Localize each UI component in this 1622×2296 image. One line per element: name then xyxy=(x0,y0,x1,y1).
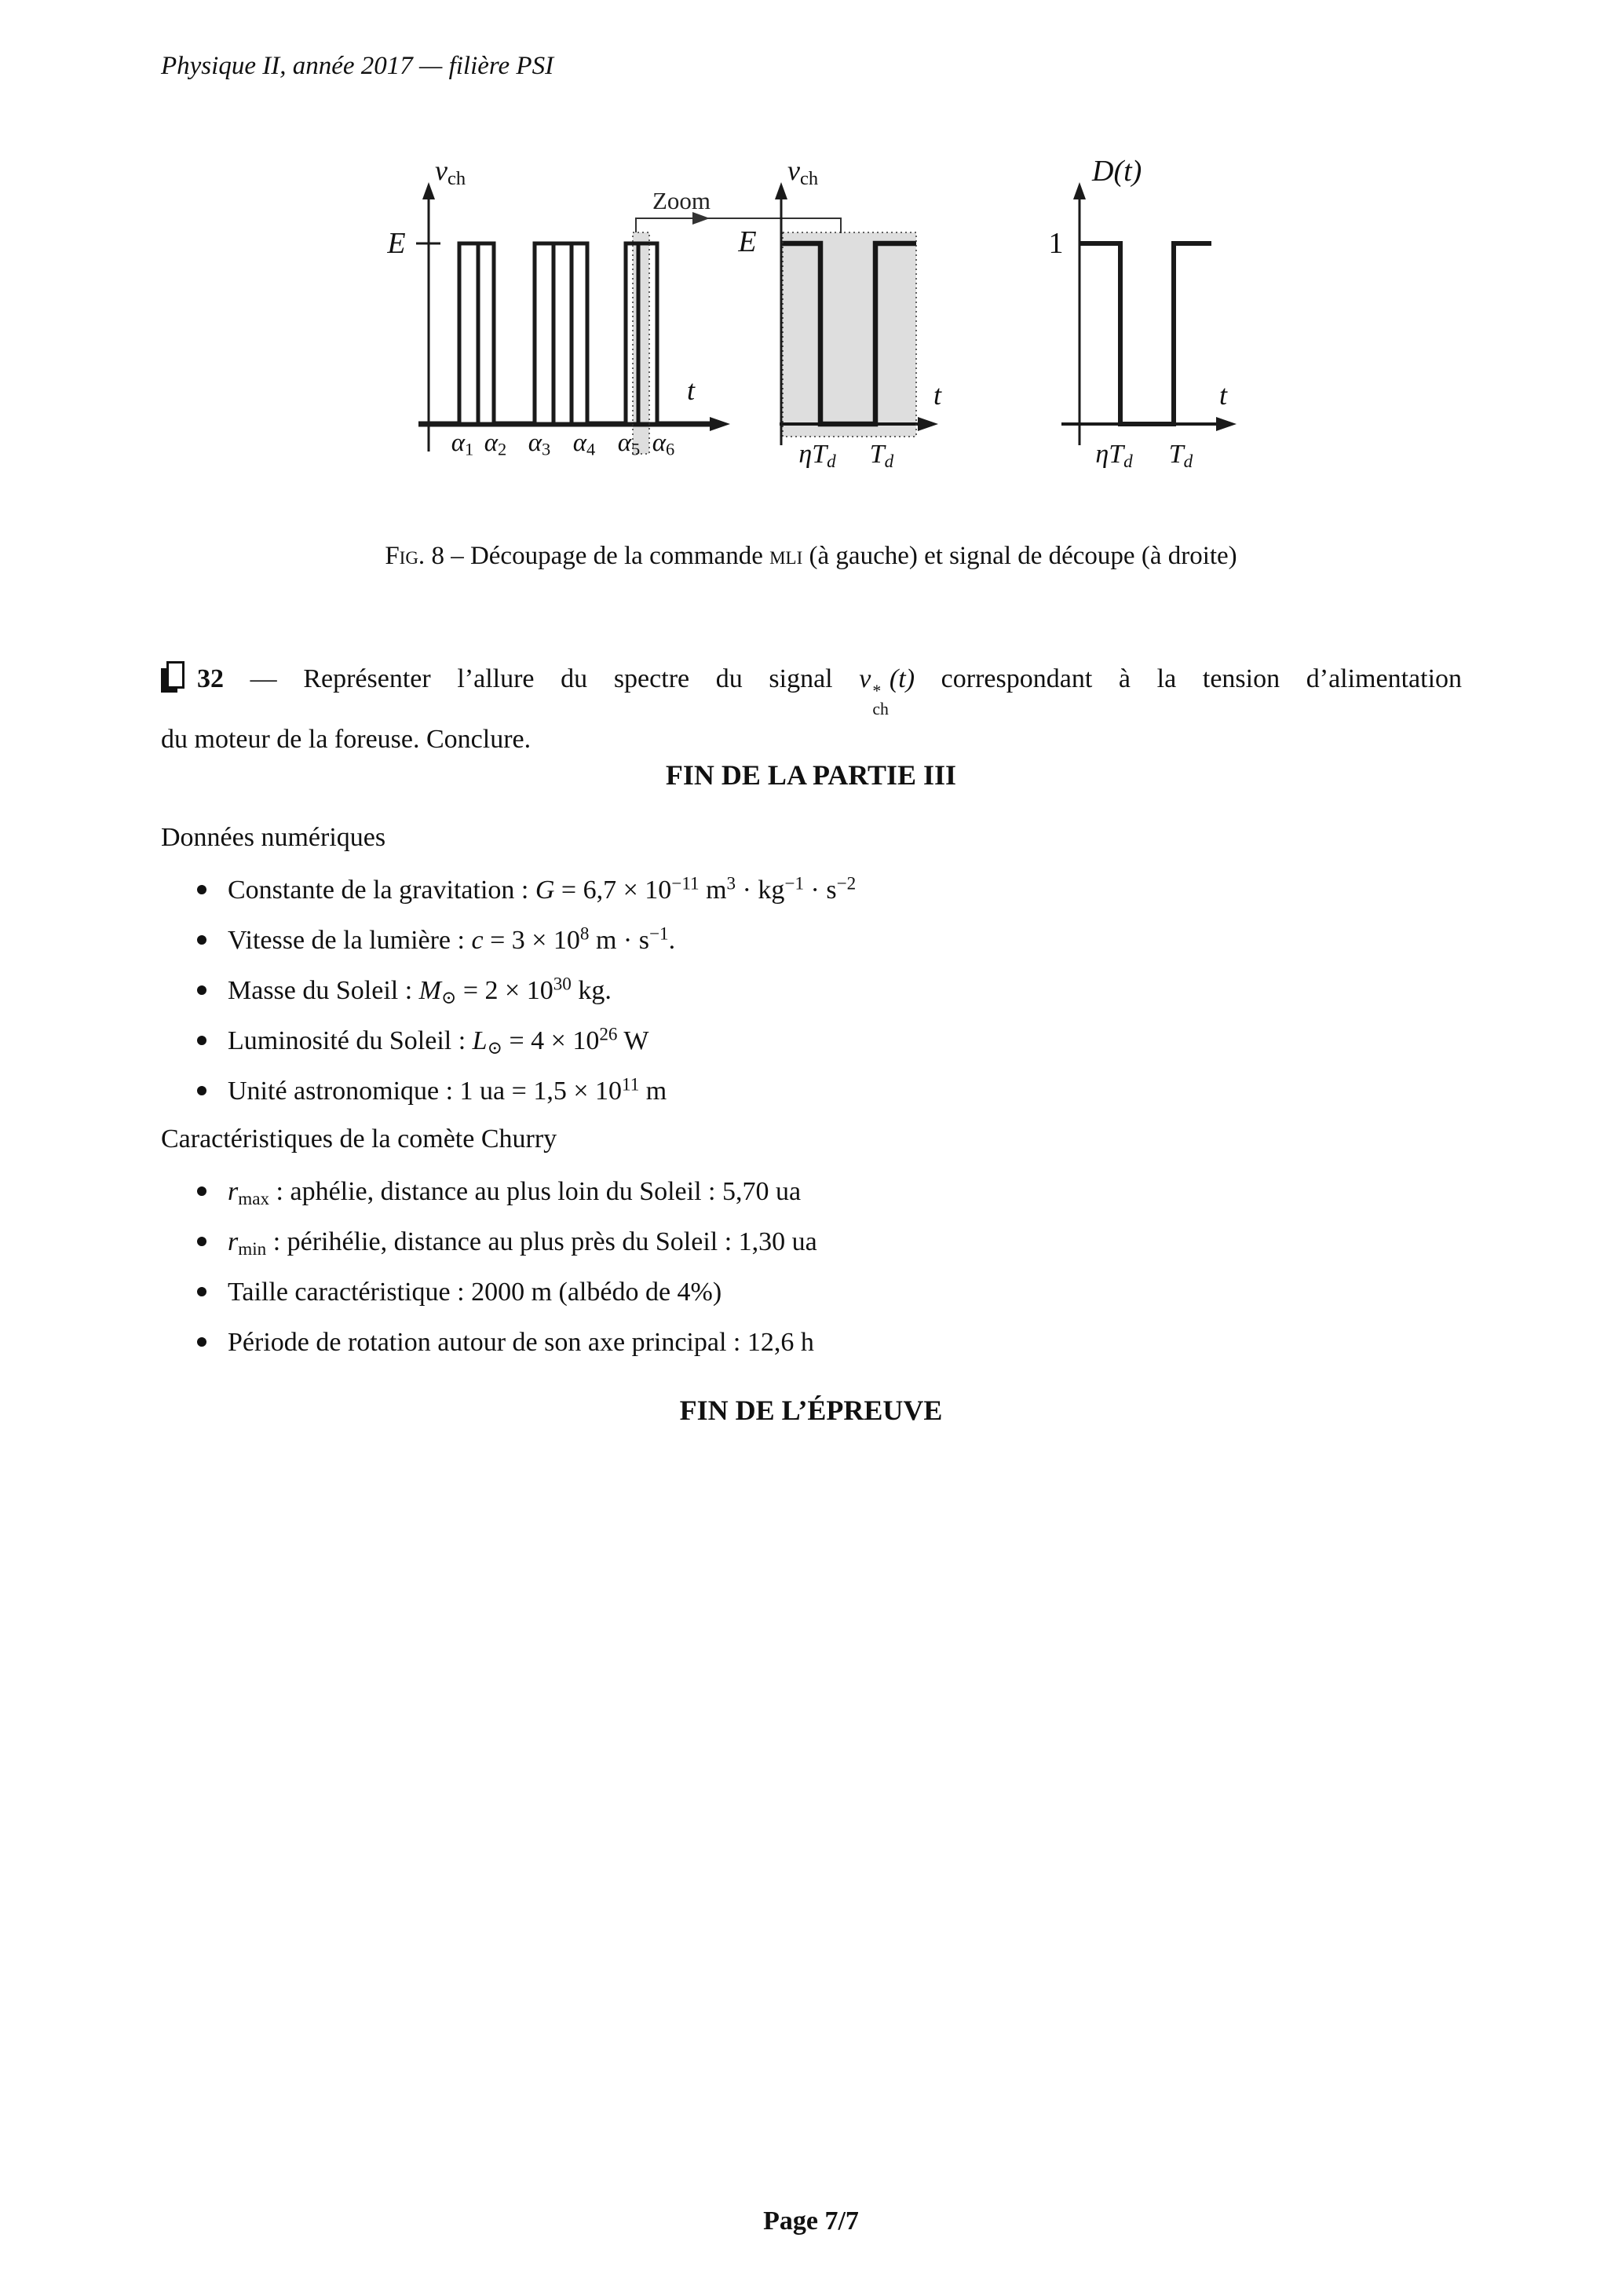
left-e-level-label: E xyxy=(387,227,406,260)
end-of-part-heading: FIN DE LA PARTIE III xyxy=(665,759,957,791)
right-diagram xyxy=(1061,182,1237,445)
question-32-line-2: du moteur de la foreuse. Conclure. xyxy=(161,724,532,754)
list-item-text: Unité astronomique : 1 ua = $1,5 \times 10^{11}$ m xyxy=(228,1074,667,1106)
page-footer: Page 7/7 xyxy=(763,2206,859,2236)
list-item xyxy=(161,1225,1511,1260)
alpha-label-5: $\alpha_5$ xyxy=(617,429,641,459)
bullet-icon xyxy=(197,1237,206,1246)
list-item-text: $r_{min}$ : périhélie, distance au plus près du Soleil : 1,30 ua xyxy=(228,1227,817,1260)
list-item-text: Constante de la gravitation : $G = 6,7 \times 10^{-11}$ $m^3 \cdot kg^{-1} \cdot s^{-2}$ xyxy=(228,873,857,905)
list-item xyxy=(161,1024,1511,1058)
middle-y-axis-label: $v_{ch}$ xyxy=(787,155,819,190)
list-item-text: Masse du Soleil : $M_⊙ = 2 \times 10^{30}$ kg. xyxy=(228,974,612,1008)
numerical-data-list xyxy=(161,873,1511,1109)
list-item-text: Taille caractéristique : 2000 m (albédo de 4%) xyxy=(228,1278,722,1307)
alpha-label-6: $\alpha_6$ xyxy=(652,429,675,459)
middle-v-axis-arrow-icon xyxy=(775,182,787,199)
question-checkbox-icon xyxy=(161,661,184,693)
bullet-icon xyxy=(197,1036,206,1045)
bullet-icon xyxy=(197,1287,206,1296)
bullet-icon xyxy=(197,1186,206,1196)
middle-diagram xyxy=(775,182,938,445)
list-item xyxy=(161,1325,1511,1360)
question-32 xyxy=(161,658,1462,761)
comet-characteristics-list xyxy=(161,1175,1511,1360)
list-item xyxy=(161,1275,1511,1310)
comet-characteristics-title: Caractéristiques de la comète Churry xyxy=(161,1124,557,1153)
figure-caption: Fig. 8 – Découpage de la commande mli (à gauche) et signal de découpe (à droite) xyxy=(385,542,1237,570)
zoom-label: Zoom xyxy=(652,187,711,214)
left-diagram xyxy=(416,182,841,454)
bullet-icon xyxy=(197,935,206,945)
alpha-label-2: $\alpha_2$ xyxy=(484,429,507,459)
alpha-label-1: $\alpha_1$ xyxy=(451,429,474,459)
left-y-axis-label: $v_{ch}$ xyxy=(435,155,466,190)
right-td-label: $T_d$ xyxy=(1168,440,1193,472)
list-item xyxy=(161,923,1511,958)
v-star-ch-math: * ch xyxy=(872,681,889,718)
alpha-label-4: $\alpha_4$ xyxy=(572,429,596,459)
question-32-line-1: 32 — Représenter l’allure du spectre du signal v * ch (t) correspondant à la tension d’alimentation xyxy=(161,658,1462,718)
left-v-axis-arrow-icon xyxy=(422,182,435,199)
list-item-text: $r_{max}$ : aphélie, distance au plus loin du Soleil : 5,70 ua xyxy=(228,1177,802,1209)
middle-td-label: $T_d$ xyxy=(869,440,894,472)
page-header: Physique II, année 2017 — filière PSI xyxy=(161,52,554,80)
middle-t-axis-arrow-icon xyxy=(918,417,938,431)
left-waveform xyxy=(459,243,657,424)
right-one-level-label: 1 xyxy=(1048,227,1064,260)
bullet-icon xyxy=(197,985,206,995)
right-v-axis-arrow-icon xyxy=(1073,182,1086,199)
zoom-highlight-box xyxy=(633,232,649,454)
bullet-icon xyxy=(197,885,206,894)
right-t-axis-label: t xyxy=(1218,379,1228,411)
numerical-data-title: Données numériques xyxy=(161,823,386,852)
right-title-label: D(t) xyxy=(1092,155,1142,188)
alpha-label-3: $\alpha_3$ xyxy=(528,429,551,459)
bullet-icon xyxy=(197,1086,206,1095)
list-item-text: Vitesse de la lumière : $c = 3 \times 10^8$ $m \cdot s^{-1}$. xyxy=(228,923,676,955)
middle-zoomed-box xyxy=(783,232,916,437)
middle-e-level-label: E xyxy=(738,225,757,258)
caption-mli: mli xyxy=(769,542,803,570)
numerical-data-section xyxy=(161,823,1511,1109)
list-item xyxy=(161,1175,1511,1209)
end-of-exam-heading: FIN DE L’ÉPREUVE xyxy=(679,1395,943,1426)
comet-characteristics-section xyxy=(161,1124,1511,1360)
question-number: 32 xyxy=(197,664,224,693)
list-item xyxy=(161,873,1511,908)
left-t-axis-arrow-icon xyxy=(710,417,730,431)
right-eta-td-label: $\eta T_d$ xyxy=(1095,440,1133,472)
bullet-icon xyxy=(197,1337,206,1347)
list-item-text: Luminosité du Soleil : $L_⊙ = 4 \times 10^{26}$ W xyxy=(228,1024,649,1058)
middle-t-axis-label: t xyxy=(933,379,942,411)
right-t-axis-arrow-icon xyxy=(1216,417,1237,431)
list-item xyxy=(161,1074,1511,1109)
caption-fig-number: Fig. xyxy=(385,542,426,570)
left-t-axis-label: t xyxy=(686,375,696,406)
middle-eta-td-label: $\eta T_d$ xyxy=(798,440,836,472)
list-item-text: Période de rotation autour de son axe principal : 12,6 h xyxy=(228,1328,814,1357)
right-waveform xyxy=(1080,243,1211,424)
list-item xyxy=(161,974,1511,1008)
